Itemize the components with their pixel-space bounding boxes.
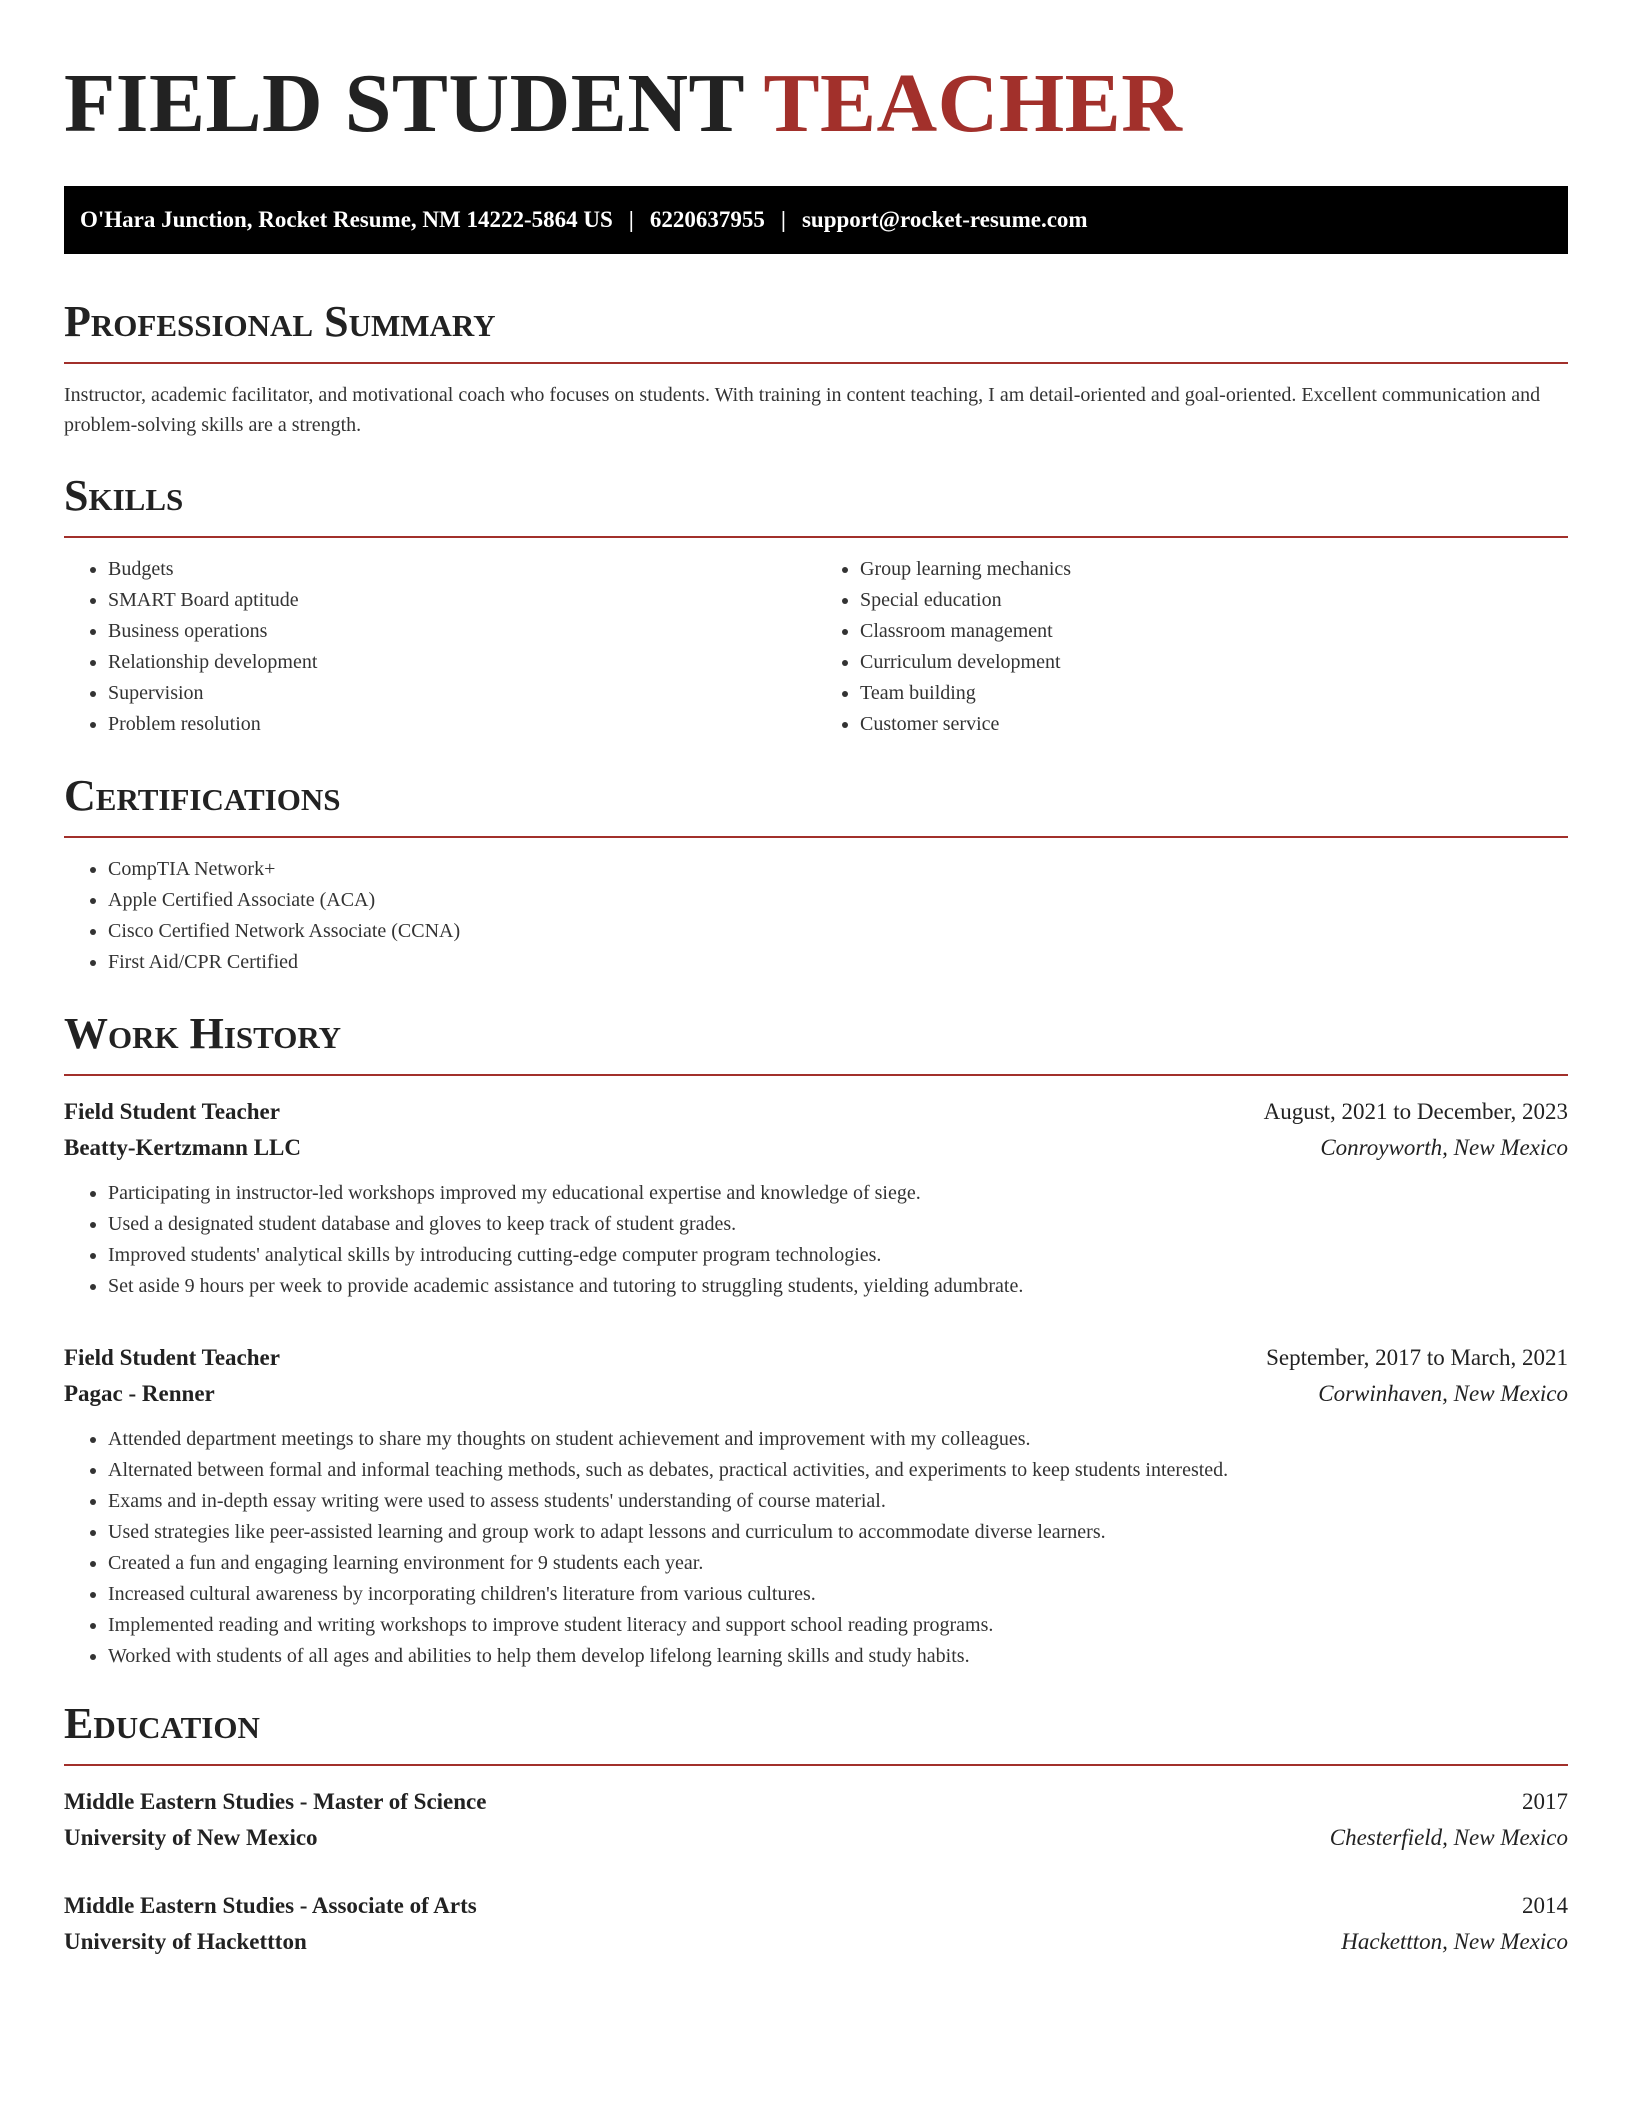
degree-entry (64, 1784, 1568, 1856)
job-bullet: • Worked with students of all ages and abilities to help them develop lifelong learning skills and study habits. (108, 1641, 1568, 1672)
degree-location: Chesterfield, New Mexico (1329, 1825, 1568, 1850)
job-company: Pagac - Renner (64, 1381, 215, 1406)
name-last: TEACHER (763, 57, 1183, 150)
skill-item: • Group learning mechanics (860, 554, 1568, 585)
certification-item: • First Aid/CPR Certified (108, 947, 1568, 978)
job-bullet: • Used strategies like peer-assisted learning and group work to adapt lessons and curriculum to accommodate diverse learners. (108, 1517, 1568, 1548)
job-company-row (64, 1130, 1568, 1166)
job-location: Corwinhaven, New Mexico (1318, 1381, 1568, 1406)
certifications-section (64, 770, 1568, 978)
certification-item: • Cisco Certified Network Associate (CCNA) (108, 916, 1568, 947)
skill-item: • Relationship development (108, 647, 816, 678)
job-bullets (64, 1178, 1568, 1302)
skill-item: • Budgets (108, 554, 816, 585)
skills-grid (64, 554, 1568, 740)
skill-item: • Business operations (108, 616, 816, 647)
job-role: Field Student Teacher (64, 1345, 280, 1370)
section-title-certifications: Certifications (64, 771, 341, 820)
skill-item: • Curriculum development (860, 647, 1568, 678)
work-history-section (64, 1008, 1568, 1672)
job-header-row (64, 1094, 1568, 1130)
skills-section (64, 470, 1568, 740)
degree-year: 2017 (1522, 1789, 1568, 1814)
degree-school-row (64, 1820, 1568, 1856)
degree-school-row (64, 1924, 1568, 1960)
candidate-name (64, 58, 1568, 150)
contact-phone: 6220637955 (649, 207, 765, 232)
job-bullet: • Used a designated student database and gloves to keep track of student grades. (108, 1209, 1568, 1240)
certification-item: • CompTIA Network+ (108, 854, 1568, 885)
job-bullet: • Set aside 9 hours per week to provide academic assistance and tutoring to struggling students, yielding adumbrate. (108, 1271, 1568, 1302)
section-divider (64, 1764, 1568, 1766)
education-section (64, 1698, 1568, 1960)
degree-school: University of Hackettton (64, 1929, 307, 1954)
skill-item: • Supervision (108, 678, 816, 709)
degree-name: Middle Eastern Studies - Associate of Arts (64, 1893, 477, 1918)
job-location: Conroyworth, New Mexico (1320, 1135, 1568, 1160)
degree-location: Hackettton, New Mexico (1341, 1929, 1568, 1954)
section-title-skills: Skills (64, 471, 184, 520)
job-entry (64, 1340, 1568, 1672)
job-company-row (64, 1376, 1568, 1412)
section-divider (64, 536, 1568, 538)
skills-list-left (64, 554, 816, 740)
job-role: Field Student Teacher (64, 1099, 280, 1124)
job-bullet: • Implemented reading and writing workshops to improve student literacy and support school reading programs. (108, 1610, 1568, 1641)
contact-separator: | (628, 207, 634, 232)
job-bullets (64, 1424, 1568, 1672)
job-bullet: • Created a fun and engaging learning environment for 9 students each year. (108, 1548, 1568, 1579)
certifications-list (64, 854, 1568, 978)
degree-entry (64, 1888, 1568, 1960)
skills-list-right (816, 554, 1568, 740)
skill-item: • Problem resolution (108, 709, 816, 740)
professional-summary-section (64, 296, 1568, 440)
section-title-summary: Professional Summary (64, 297, 496, 346)
degree-school: University of New Mexico (64, 1825, 318, 1850)
contact-address: O'Hara Junction, Rocket Resume, NM 14222-5864 US (80, 207, 613, 232)
skill-item: • SMART Board aptitude (108, 585, 816, 616)
job-dates: September, 2017 to March, 2021 (1266, 1345, 1568, 1370)
skill-item: • Special education (860, 585, 1568, 616)
job-bullet: • Alternated between formal and informal teaching methods, such as debates, practical activities, and experiments to keep students interested. (108, 1455, 1568, 1486)
job-header-row (64, 1340, 1568, 1376)
degree-name: Middle Eastern Studies - Master of Science (64, 1789, 487, 1814)
job-dates: August, 2021 to December, 2023 (1263, 1099, 1568, 1124)
job-company: Beatty-Kertzmann LLC (64, 1135, 301, 1160)
job-bullet: • Participating in instructor-led workshops improved my educational expertise and knowledge of siege. (108, 1178, 1568, 1209)
section-title-work-history: Work History (64, 1009, 342, 1058)
contact-separator: | (780, 207, 786, 232)
degree-header-row (64, 1888, 1568, 1924)
summary-text: Instructor, academic facilitator, and motivational coach who focuses on students. With training in content teaching, I am detail-oriented and goal-oriented. Excellent communication and problem-solving skills are a strength. (64, 384, 1541, 436)
certification-item: • Apple Certified Associate (ACA) (108, 885, 1568, 916)
skill-item: • Team building (860, 678, 1568, 709)
section-divider (64, 1074, 1568, 1076)
job-entry (64, 1094, 1568, 1302)
skill-item: • Classroom management (860, 616, 1568, 647)
skill-item: • Customer service (860, 709, 1568, 740)
section-divider (64, 362, 1568, 364)
degree-year: 2014 (1522, 1893, 1568, 1918)
section-divider (64, 836, 1568, 838)
degree-header-row (64, 1784, 1568, 1820)
contact-email: support@rocket-resume.com (801, 207, 1088, 232)
name-first: FIELD STUDENT (64, 57, 744, 150)
job-bullet: • Improved students' analytical skills by introducing cutting-edge computer program technologies. (108, 1240, 1568, 1271)
section-title-education: Education (64, 1699, 260, 1748)
job-bullet: • Attended department meetings to share my thoughts on student achievement and improvement with my colleagues. (108, 1424, 1568, 1455)
contact-bar (64, 186, 1568, 254)
job-bullet: • Increased cultural awareness by incorporating children's literature from various cultures. (108, 1579, 1568, 1610)
job-bullet: • Exams and in-depth essay writing were used to assess students' understanding of course material. (108, 1486, 1568, 1517)
